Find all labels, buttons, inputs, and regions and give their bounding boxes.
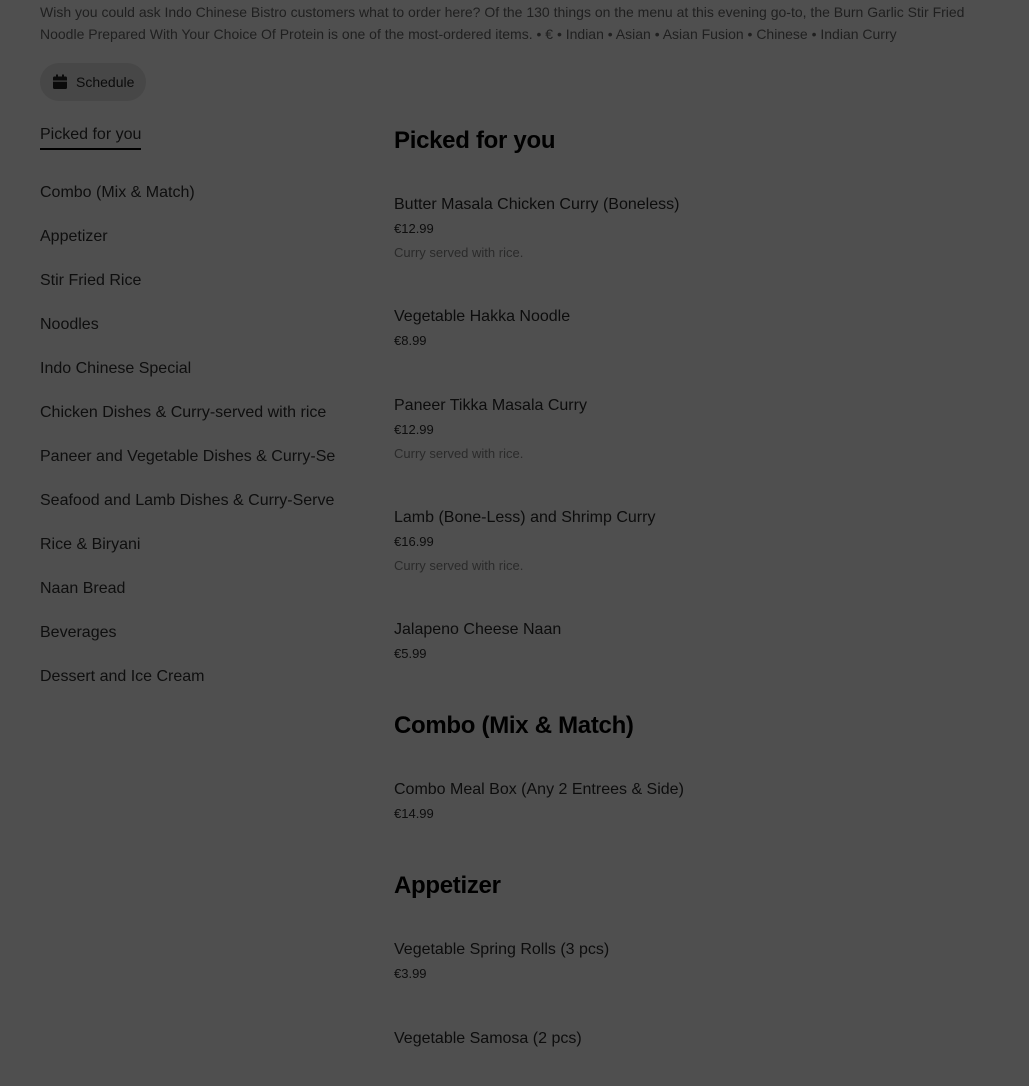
category-stir-fried-rice[interactable]: Stir Fried Rice <box>40 272 142 289</box>
store-intro-text: Wish you could ask Indo Chinese Bistro customers what to order here? Of the 130 things on the menu at this evening go-to, the Burn Garlic Stir Fried Noodle Prepared With Your Choice Of Protein is one of the most-ordered items. • € • Indian • Asian • Asian Fusion • Chinese • Indian Curry <box>40 4 965 42</box>
category-picked-for-you[interactable]: Picked for you <box>40 120 141 150</box>
menu-item-price: €14.99 <box>394 806 434 821</box>
calendar-icon <box>52 74 68 90</box>
menu-item-description: Curry served with rice. <box>394 446 524 461</box>
menu-item-description: Curry served with rice. <box>394 245 524 260</box>
category-appetizer[interactable]: Appetizer <box>40 228 108 245</box>
category-beverages[interactable]: Beverages <box>40 624 117 641</box>
menu-item-price: €12.99 <box>394 422 434 437</box>
category-naan-bread[interactable]: Naan Bread <box>40 580 126 597</box>
section-title-combo: Combo (Mix & Match) <box>394 712 634 739</box>
menu-item-description: Curry served with rice. <box>394 558 524 573</box>
menu-item[interactable] <box>394 306 994 351</box>
menu-item-price: €12.99 <box>394 221 434 236</box>
menu-item-price: €16.99 <box>394 534 434 549</box>
category-noodles[interactable]: Noodles <box>40 316 99 333</box>
category-paneer-vegetable-dishes[interactable]: Paneer and Vegetable Dishes & Curry-Se <box>40 448 336 465</box>
menu-item-name: Vegetable Spring Rolls (3 pcs) <box>394 941 610 958</box>
menu-item[interactable] <box>394 507 994 576</box>
menu-item-name: Lamb (Bone-Less) and Shrimp Curry <box>394 509 656 526</box>
menu-item[interactable] <box>394 619 994 664</box>
menu-item[interactable] <box>394 939 994 984</box>
menu-list <box>394 120 994 1050</box>
menu-item-price: €8.99 <box>394 333 427 348</box>
menu-item-price: €3.99 <box>394 966 427 981</box>
menu-item-name: Jalapeno Cheese Naan <box>394 621 562 638</box>
schedule-label: Schedule <box>76 74 135 90</box>
schedule-button[interactable] <box>40 63 146 101</box>
menu-item-name: Paneer Tikka Masala Curry <box>394 397 587 414</box>
menu-item-name: Vegetable Samosa (2 pcs) <box>394 1030 582 1047</box>
menu-item-name: Vegetable Hakka Noodle <box>394 308 571 325</box>
section-title-appetizer: Appetizer <box>394 872 501 899</box>
menu-item[interactable] <box>394 395 994 464</box>
category-seafood-lamb-dishes[interactable]: Seafood and Lamb Dishes & Curry-Serve <box>40 492 335 509</box>
section-title-picked-for-you: Picked for you <box>394 127 556 154</box>
category-combo[interactable]: Combo (Mix & Match) <box>40 184 195 201</box>
category-rice-biryani[interactable]: Rice & Biryani <box>40 536 141 553</box>
category-nav <box>40 120 360 699</box>
menu-item-name: Butter Masala Chicken Curry (Boneless) <box>394 196 680 213</box>
menu-item-price: €5.99 <box>394 646 427 661</box>
category-indo-chinese-special[interactable]: Indo Chinese Special <box>40 360 192 377</box>
menu-item[interactable] <box>394 194 994 263</box>
menu-item[interactable] <box>394 779 994 824</box>
menu-item[interactable] <box>394 1028 994 1050</box>
category-chicken-dishes[interactable]: Chicken Dishes & Curry-served with rice <box>40 404 327 421</box>
category-dessert-ice-cream[interactable]: Dessert and Ice Cream <box>40 668 205 685</box>
menu-item-name: Combo Meal Box (Any 2 Entrees & Side) <box>394 781 684 798</box>
